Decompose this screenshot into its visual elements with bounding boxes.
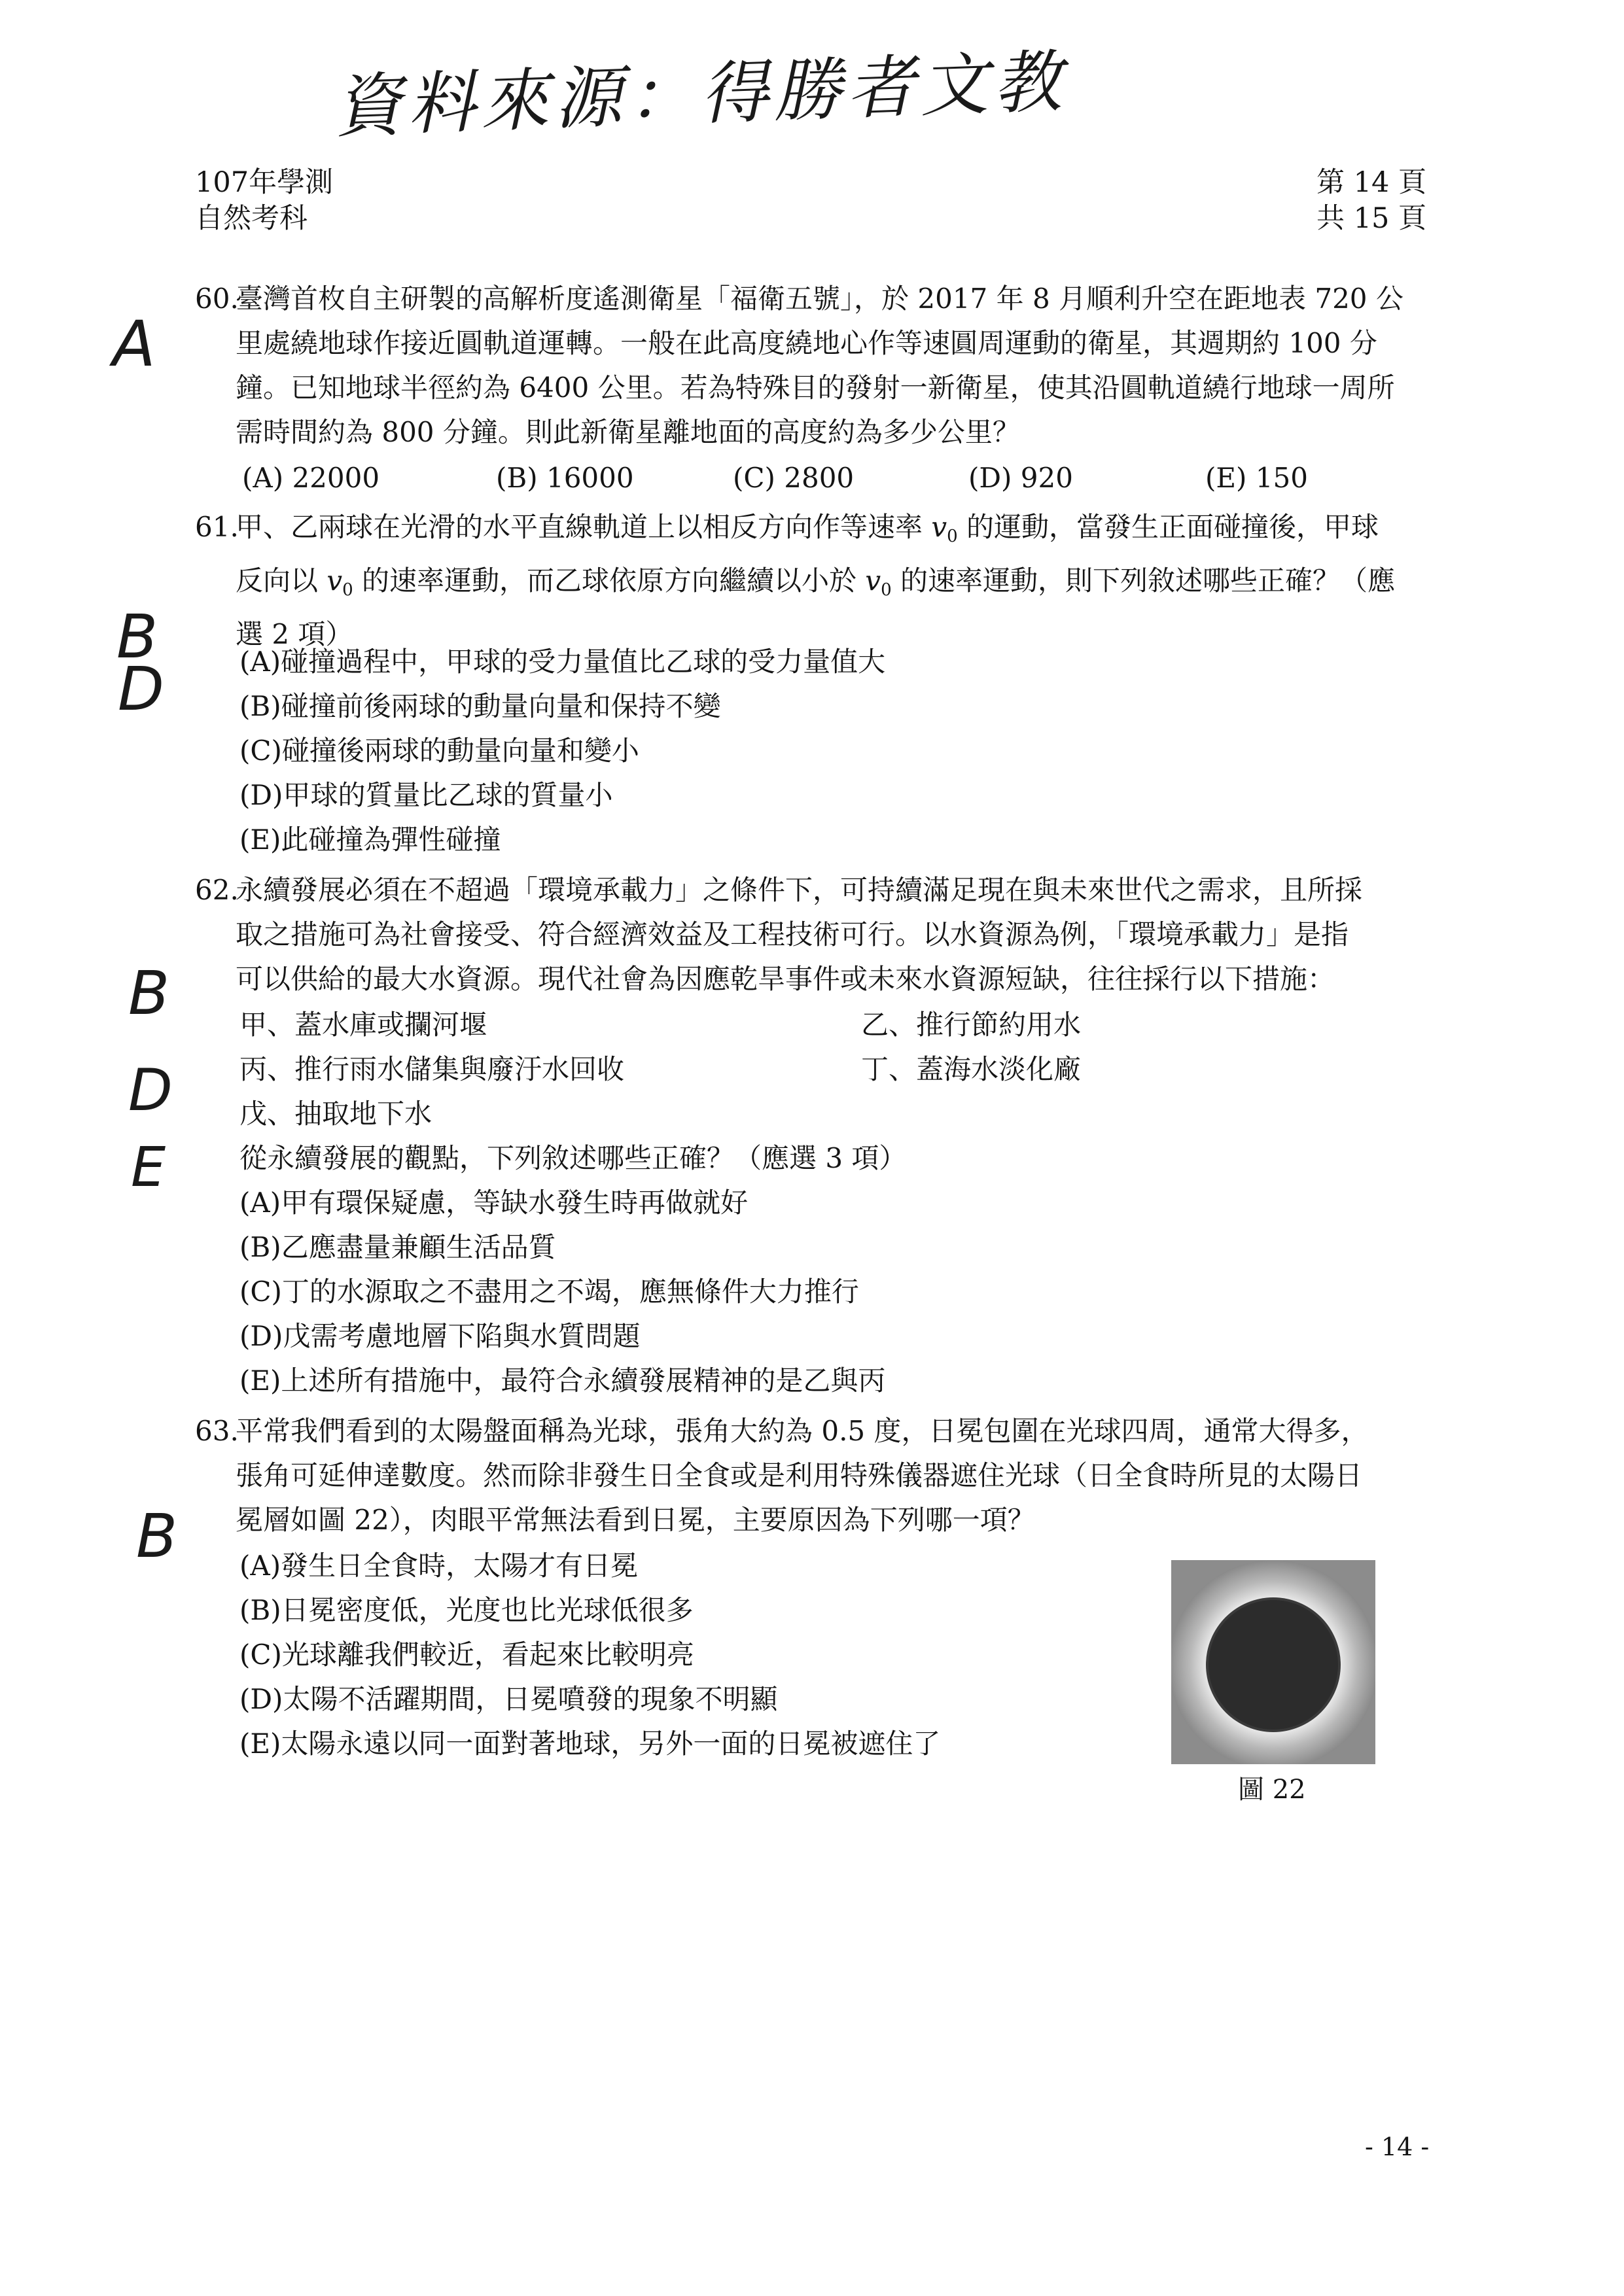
question-line: 取之措施可為社會接受、符合經濟效益及工程技術可行。以水資源為例，「環境承載力」是指: [236, 918, 1349, 950]
option-e: (E) 150: [1205, 462, 1308, 494]
solar-eclipse-figure: [1171, 1560, 1375, 1764]
handwritten-mark-q62-e: E: [131, 1135, 166, 1199]
header-subject: 自然考科: [195, 202, 308, 235]
question-number: 62.: [195, 874, 239, 906]
option-c: (C)光球離我們較近，看起來比較明亮: [239, 1639, 694, 1671]
question-60: [195, 277, 1432, 455]
question-62: [195, 868, 1432, 1001]
question-line: 甲、乙兩球在光滑的水平直線軌道上以相反方向作等速率 $v_0$ 的運動，當發生正面碰撞後，甲球: [236, 511, 1379, 546]
option-a: (A)發生日全食時，太陽才有日冕: [239, 1550, 639, 1582]
handwritten-mark-q63-b: B: [136, 1501, 178, 1571]
option-a: (A)甲有環保疑慮，等缺水發生時再做就好: [239, 1187, 749, 1219]
header-page: 第 14 頁: [1316, 166, 1427, 199]
question-number: 61.: [195, 511, 239, 543]
question-line: 鐘。已知地球半徑約為 6400 公里。若為特殊目的發射一新衛星，使其沿圓軌道繞行地球一周所: [236, 372, 1395, 404]
header-exam: 107年學測: [195, 166, 334, 199]
question-line: 可以供給的最大水資源。現代社會為因應乾旱事件或未來水資源短缺，往往採行以下措施：: [236, 963, 1335, 995]
handwritten-mark-q62-d: D: [128, 1056, 173, 1124]
option-e: (E)太陽永遠以同一面對著地球，另外一面的日冕被遮住了: [239, 1728, 941, 1760]
option-e: (E)此碰撞為彈性碰撞: [239, 824, 501, 856]
question-line: 反向以 $v_0$ 的速率運動，而乙球依原方向繼續以小於 $v_0$ 的速率運動，則下列敘述哪些正確？（應: [236, 565, 1395, 600]
question-line: 平常我們看到的太陽盤面稱為光球，張角大約為 0.5 度，日冕包圍在光球四周，通常大得多，: [236, 1415, 1369, 1447]
question-line: 選 2 項）: [236, 618, 353, 650]
option-e: (E)上述所有措施中，最符合永續發展精神的是乙與丙: [239, 1365, 886, 1397]
question-line: 永續發展必須在不超過「環境承載力」之條件下，可持續滿足現在與未來世代之需求，且所採: [236, 874, 1363, 906]
question-63: [195, 1409, 1432, 1542]
option-d: (D)甲球的質量比乙球的質量小: [239, 779, 613, 811]
handwritten-mark-q60-a: A: [113, 307, 156, 381]
question-prompt: 從永續發展的觀點，下列敘述哪些正確？（應選 3 項）: [239, 1142, 907, 1174]
page-number: - 14 -: [1365, 2132, 1430, 2161]
question-61: [195, 505, 1432, 657]
option-a: (A)碰撞過程中，甲球的受力量值比乙球的受力量值大: [239, 646, 886, 678]
corona-image: [1171, 1560, 1375, 1764]
option-d: (D)戊需考慮地層下陷與水質問題: [239, 1320, 641, 1352]
option-b: (B)乙應盡量兼顧生活品質: [239, 1231, 556, 1263]
question-line: 冕層如圖 22），肉眼平常無法看到日冕，主要原因為下列哪一項？: [236, 1504, 1035, 1536]
figure-caption: 圖 22: [1238, 1775, 1306, 1805]
option-b: (B)碰撞前後兩球的動量向量和保持不變: [239, 690, 721, 722]
question-number: 60.: [195, 283, 239, 315]
handwritten-mark-q61-d: D: [118, 654, 164, 724]
header-total: 共 15 頁: [1316, 202, 1427, 235]
option-d: (D)太陽不活躍期間，日冕噴發的現象不明顯: [239, 1683, 778, 1715]
option-c: (C) 2800: [733, 462, 855, 494]
question-line: 里處繞地球作接近圓軌道運轉。一般在此高度繞地心作等速圓周運動的衛星，其週期約 100 分: [236, 327, 1377, 359]
option-c: (C)丁的水源取之不盡用之不竭，應無條件大力推行: [239, 1276, 859, 1308]
option-b: (B) 16000: [496, 462, 634, 494]
handwritten-mark-q61-b: B: [116, 602, 158, 672]
measure-item: 戊、抽取地下水: [239, 1098, 432, 1130]
option-a: (A) 22000: [242, 462, 380, 494]
measure-item: 乙、推行節約用水: [861, 1009, 1082, 1041]
question-line: 張角可延伸達數度。然而除非發生日全食或是利用特殊儀器遮住光球（日全食時所見的太陽日: [236, 1459, 1363, 1491]
handwritten-mark-q62-b: B: [128, 958, 170, 1028]
measure-item: 甲、蓋水庫或攔河堰: [239, 1009, 487, 1041]
option-c: (C)碰撞後兩球的動量向量和變小: [239, 735, 639, 767]
question-number: 63.: [195, 1415, 239, 1447]
option-d: (D) 920: [968, 462, 1073, 494]
handwritten-source-note: 資料來源：得勝者文教: [332, 41, 1068, 147]
measure-item: 丙、推行雨水儲集與廢汙水回收: [239, 1053, 625, 1085]
option-b: (B)日冕密度低，光度也比光球低很多: [239, 1594, 694, 1626]
measure-item: 丁、蓋海水淡化廠: [861, 1053, 1082, 1085]
question-line: 需時間約為 800 分鐘。則此新衛星離地面的高度約為多少公里？: [236, 416, 1020, 448]
question-line: 臺灣首枚自主研製的高解析度遙測衛星「福衛五號」，於 2017 年 8 月順利升空在距地表 720 公: [236, 283, 1403, 315]
